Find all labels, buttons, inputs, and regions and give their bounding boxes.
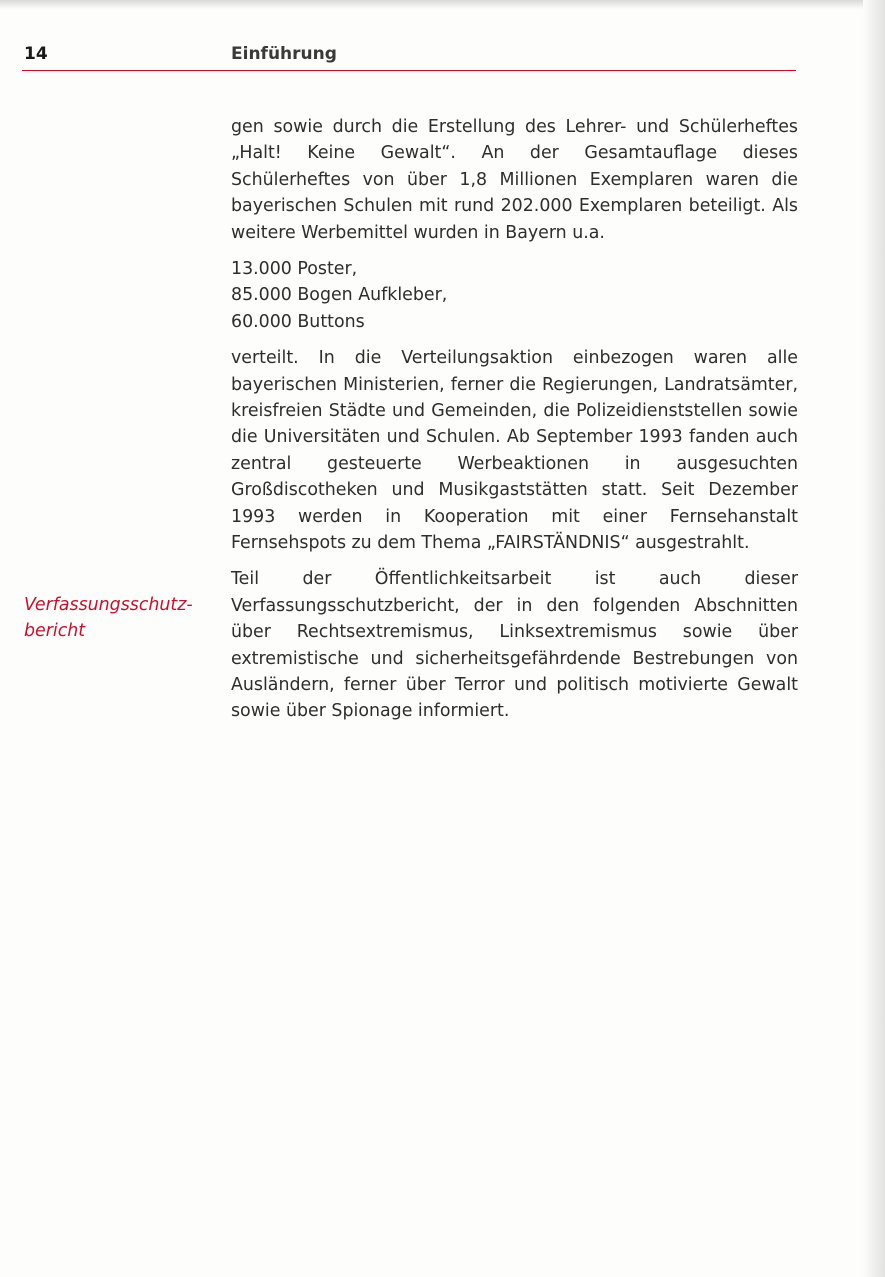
list-item: 13.000 Poster, (231, 259, 358, 280)
paragraph-3: Teil der Öffentlichkeitsarbeit ist auch dieser Verfassungsschutzbericht, der in den folgenden Abschnitten über Rechtsextremismus, Linksextremismus sowie über extremistische und sicherheitsgefährdende Bestrebungen von Ausländern, ferner über Terror und politisch motivierte Gewalt sowie über Spionage informiert. (231, 569, 798, 722)
scan-right-shadow (863, 0, 885, 1277)
scan-top-shadow (0, 0, 885, 9)
margin-note (24, 592, 214, 645)
body-text-column (231, 114, 798, 735)
page-number: 14 (24, 44, 48, 64)
list-item: 85.000 Bogen Aufkleber, (231, 285, 448, 306)
list-item: 60.000 Buttons (231, 311, 365, 332)
paragraph-2: verteilt. In die Verteilungsaktion einbezogen waren alle bayerischen Ministerien, ferner die Regierungen, Landratsämter, kreisfreien Städte und Gemeinden, die Polizeidienststellen sowie die Universitäten und Schulen. Ab September 1993 fanden auch zentral gesteuerte Werbeaktionen in ausgesuchten Großdiscotheken und Musikgaststätten statt. Seit Dezember 1993 werden in Kooperation mit einer Fernsehanstalt Fernsehspots zu dem Thema „FAIRSTÄNDNIS“ ausgestrahlt. (231, 348, 798, 554)
advertising-materials-list (231, 256, 798, 335)
margin-note-line: Verfassungsschutz- (24, 595, 193, 615)
paragraph-1: gen sowie durch die Erstellung des Lehrer- und Schülerheftes „Halt! Keine Gewalt“. An der Gesamtauflage dieses Schülerheftes von über 1,8 Millionen Exemplaren waren die bayerischen Schulen mit rund 202.000 Exemplaren beteiligt. Als weitere Werbemittel wurden in Bayern u.a. (231, 117, 798, 243)
margin-note-line: bericht (24, 621, 86, 642)
section-title: Einführung (231, 44, 337, 64)
header-divider (22, 70, 796, 71)
